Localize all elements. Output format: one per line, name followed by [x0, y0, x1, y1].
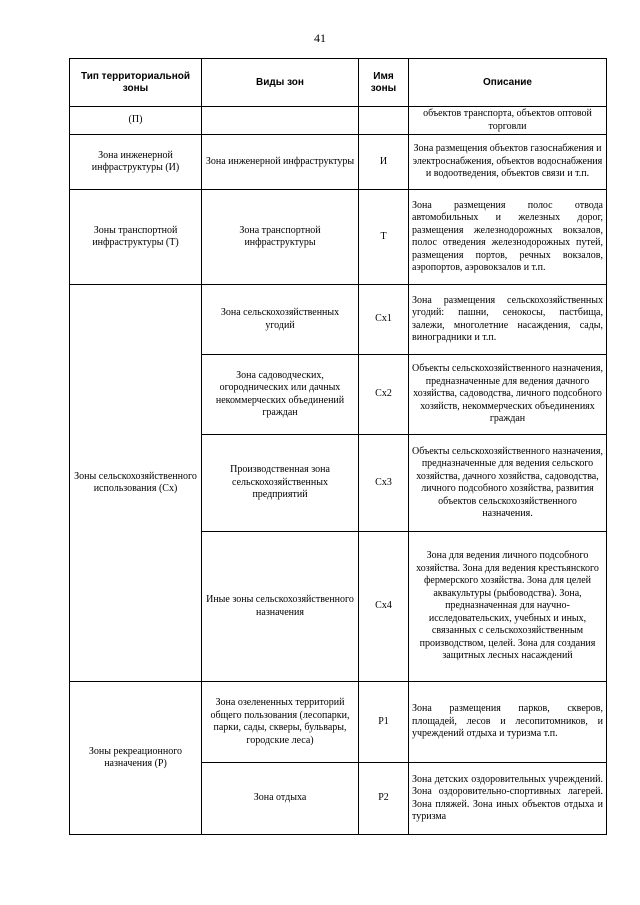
- zones-table: [69, 58, 607, 835]
- header-name: Имя зоны: [359, 59, 409, 107]
- table-row: [70, 190, 607, 285]
- header-kinds: Виды зон: [202, 59, 359, 107]
- zone-kind-cell: Зона отдыха: [202, 763, 359, 835]
- table-row: [70, 107, 607, 135]
- zone-type-cell: (П): [70, 107, 202, 135]
- zone-code-cell: [359, 107, 409, 135]
- table-row: [70, 135, 607, 190]
- table-row: [70, 682, 607, 763]
- zone-code-cell: И: [359, 135, 409, 190]
- zone-code-cell: Р2: [359, 763, 409, 835]
- zone-description-cell: Зона размещения парков, скверов, площадей, лесов и лесопитомников, и учреждений отдыха и туризма т.п.: [409, 682, 607, 763]
- zone-kind-cell: [202, 107, 359, 135]
- zone-kind-cell: Зона садоводческих, огороднических или дачных некоммерческих объединений граждан: [202, 355, 359, 435]
- zone-code-cell: Сх2: [359, 355, 409, 435]
- zone-kind-cell: Зона инженерной инфраструктуры: [202, 135, 359, 190]
- header-description: Описание: [409, 59, 607, 107]
- zone-type-cell: Зоны транспортной инфраструктуры (Т): [70, 190, 202, 285]
- zone-code-cell: Р1: [359, 682, 409, 763]
- zone-type-cell: Зоны рекреационного назначения (Р): [70, 682, 202, 835]
- zone-type-cell: Зоны сельскохозяйственного использования (Сх): [70, 285, 202, 682]
- zone-type-cell: Зона инженерной инфраструктуры (И): [70, 135, 202, 190]
- zone-description-cell: Зона размещения сельскохозяйственных угодий: пашни, сенокосы, пастбища, залежи, многолетние насаждения, сады, виноградники и т.п.: [409, 285, 607, 355]
- page-number: 41: [314, 31, 326, 45]
- zone-kind-cell: Зона озелененных территорий общего пользования (лесопарки, парки, сады, скверы, бульвары, городские леса): [202, 682, 359, 763]
- zone-description-cell: Зона размещения объектов газоснабжения и электроснабжения, объектов водоснабжения и водоотведения, объектов связи и т.п.: [409, 135, 607, 190]
- zone-description-cell: Объекты сельскохозяйственного назначения, предназначенные для ведения дачного хозяйства, садоводства, личного подсобного хозяйств, некоммерческих объединениях граждан: [409, 355, 607, 435]
- table-row: [70, 285, 607, 355]
- zone-code-cell: Сх4: [359, 532, 409, 682]
- header-row: [70, 59, 607, 107]
- zone-kind-cell: Производственная зона сельскохозяйственных предприятий: [202, 435, 359, 532]
- zone-code-cell: Т: [359, 190, 409, 285]
- zone-description-cell: Зона для ведения личного подсобного хозяйства. Зона для ведения крестьянского фермерского хозяйства. Зона для целей аквакультуры (рыбоводства). Зона, предназначенная для научно-исследовательских, учебных и иных, связанных с сельскохозяйственным производством, целей. Зона для создания защитных лесных насаждений: [409, 532, 607, 682]
- zone-description-cell: Зона размещения полос отвода автомобильных и железных дорог, размещения железнодорожных вокзалов, полос отведения железнодорожных путей, размещения портов, речных вокзалов, аэропортов, аэровокзалов и т.п.: [409, 190, 607, 285]
- zone-description-cell: Зона детских оздоровительных учреждений. Зона оздоровительно-спортивных лагерей. Зона пляжей. Зона иных объектов отдыха и туризма: [409, 763, 607, 835]
- zone-code-cell: Сх1: [359, 285, 409, 355]
- zone-kind-cell: Иные зоны сельскохозяйственного назначения: [202, 532, 359, 682]
- zone-code-cell: Сх3: [359, 435, 409, 532]
- header-type: Тип территориальной зоны: [70, 59, 202, 107]
- zone-kind-cell: Зона сельскохозяйственных угодий: [202, 285, 359, 355]
- zone-kind-cell: Зона транспортной инфраструктуры: [202, 190, 359, 285]
- zone-description-cell: Объекты сельскохозяйственного назначения, предназначенные для ведения сельского хозяйства, дачного хозяйства, садоводства, личного подсобного хозяйства, развития объектов сельскохозяйственного назначения.: [409, 435, 607, 532]
- zone-description-cell: объектов транспорта, объектов оптовой торговли: [409, 107, 607, 135]
